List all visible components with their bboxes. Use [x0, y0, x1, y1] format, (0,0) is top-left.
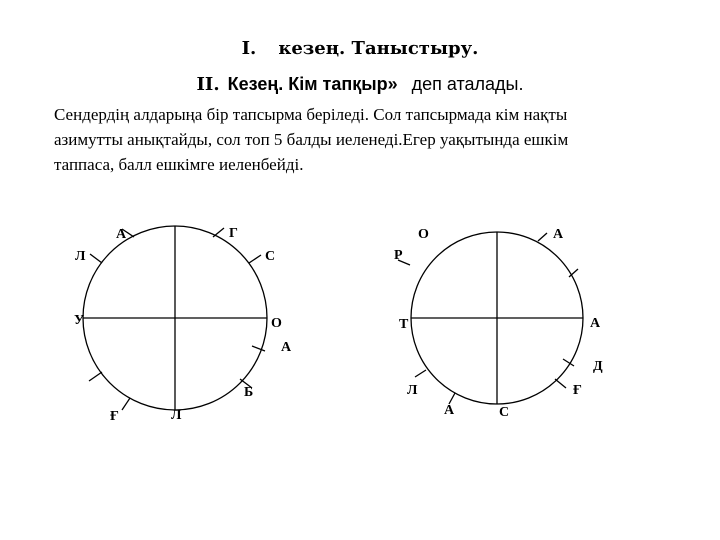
stage-2-title: Кезең. Кім тапқыр» — [227, 74, 398, 94]
left-compass-diagram — [83, 226, 267, 410]
left-label-lower-left: Ғ — [110, 409, 119, 424]
stage-1-number: I. — [241, 38, 257, 59]
stage-1-title: кезең. Таныстыру. — [278, 38, 479, 59]
right-diagram-labels — [394, 227, 603, 420]
left-tick-s — [249, 255, 261, 263]
right-label-top-left: О — [418, 227, 429, 242]
paragraph-line-3: таппаса, балл ешкімге иеленбейді. — [54, 155, 304, 174]
right-label-right: А — [590, 316, 601, 331]
left-label-upper-right: С — [265, 249, 276, 264]
left-tick-lower-left — [89, 372, 102, 381]
left-label-bottom: Л — [171, 408, 182, 423]
right-label-lower-left: Л — [407, 383, 418, 398]
right-label-bottom-left: А — [444, 403, 455, 418]
stage-2-number: II. — [196, 74, 220, 95]
right-label-lower-right-upper: Д — [593, 359, 603, 374]
paragraph-line-2: азимутты анықтайды, сол топ 5 балды иеленеді.Егер уақытында ешкім — [54, 130, 569, 149]
right-tick-a-top — [538, 233, 547, 241]
right-compass-diagram — [398, 232, 583, 404]
left-label-right-below: А — [281, 340, 292, 355]
left-tick-g — [213, 228, 224, 237]
left-label-left: У — [74, 313, 85, 328]
right-tick-l — [415, 370, 426, 377]
left-label-right: О — [271, 316, 282, 331]
right-label-upper-left: Р — [394, 248, 403, 263]
left-tick-l-upper — [90, 254, 102, 263]
right-label-lower-right: Ғ — [573, 383, 582, 398]
left-label-lower-right: Б — [244, 385, 254, 400]
right-label-bottom: С — [499, 405, 510, 420]
left-label-upper-left: Л — [75, 249, 86, 264]
stage-2-subtitle: деп аталады. — [411, 74, 524, 94]
left-tick-gh — [122, 398, 130, 410]
right-tick-gh — [555, 379, 566, 388]
paragraph-line-1: Сендердің алдарыңа бір тапсырма беріледі. Сол тапсырмада кім нақты — [54, 105, 568, 124]
right-label-top-right: А — [553, 227, 564, 242]
left-label-top-right: Г — [229, 226, 238, 241]
right-label-left: Т — [399, 317, 409, 332]
left-label-top-left: А — [116, 227, 127, 242]
